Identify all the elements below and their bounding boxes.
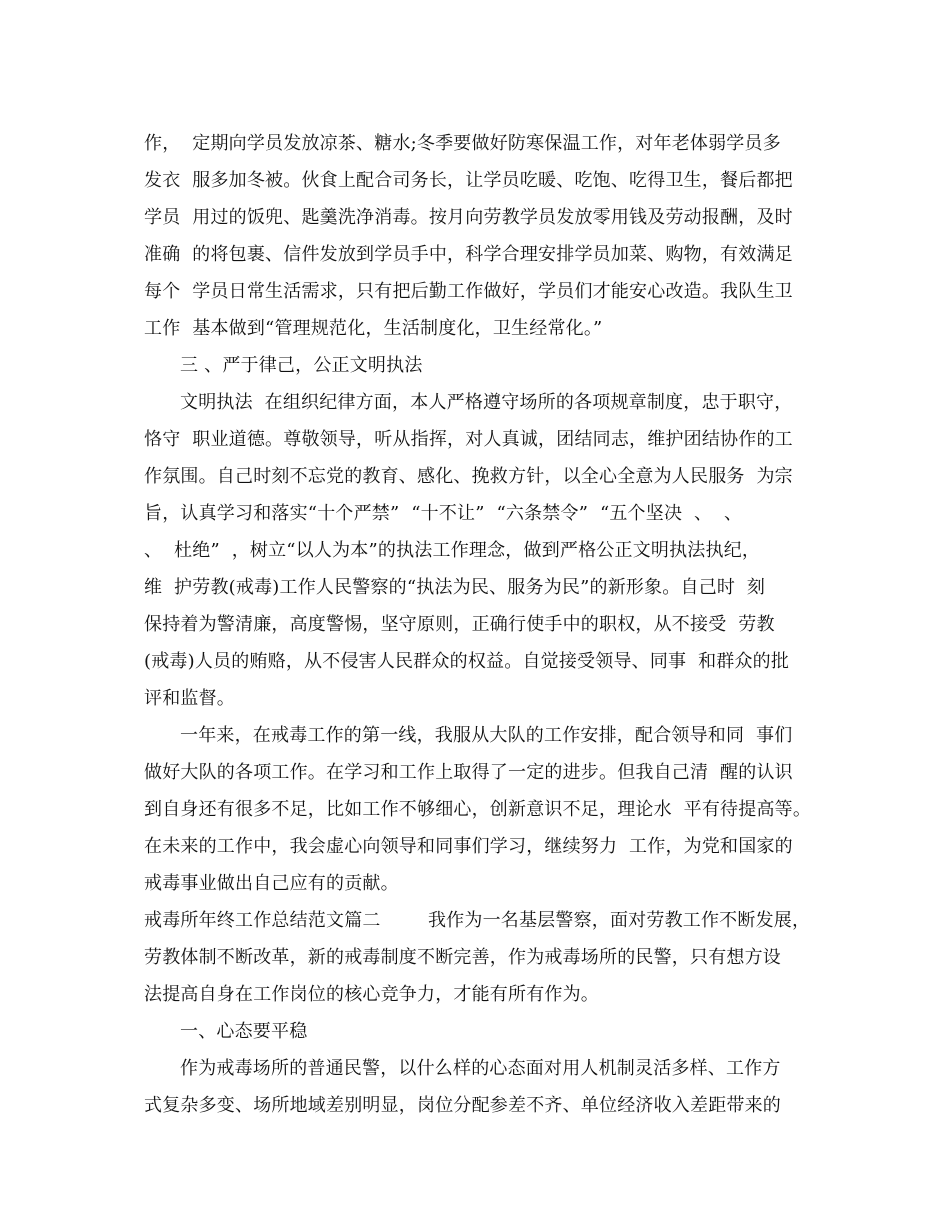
text-line: 作为戒毒场所的普通民警，以什么样的心态面对用人机制灵活多样、工作方 [180,1058,781,1079]
section-heading: 三 、严于律己，公正文明执法 [180,355,423,376]
text-line: 旨，认真学习和落实“十个严禁” “十不让” “六条禁令” “五个坚决 、 、 [144,503,743,524]
text-line: 评和监督。 [144,688,235,709]
text-line: 法提高自身在工作岗位的核心竞争力，才能有所有作为。 [144,984,599,1005]
text-line: 作， 定期向学员发放凉茶、糖水;冬季要做好防寒保温工作，对年老体弱学员多 [144,133,781,154]
text-line: 劳教体制不断改革，新的戒毒制度不断完善，作为戒毒场所的民警，只有想方设 [144,947,781,968]
text-line: 到自身还有很多不足，比如工作不够细心，创新意识不足，理论水 平有待提高等。 [144,799,812,820]
text-line: 学员 用过的饭兜、匙羹洗净消毒。按月向劳教学员发放零用钱及劳动报酬，及时 [144,207,793,228]
text-line: 做好大队的各项工作。在学习和工作上取得了一定的进步。但我自己清 醒的认识 [144,762,793,783]
text-line: 式复杂多变、场所地域差别明显，岗位分配参差不齐、单位经济收入差距带来的 [144,1095,781,1116]
text-line: 准确 的将包裹、信件发放到学员手中，科学合理安排学员加菜、购物，有效满足 [144,244,793,265]
text-line: 在未来的工作中，我会虚心向领导和同事们学习，继续努力 工作，为党和国家的 [144,836,793,857]
text-line: 每个 学员日常生活需求，只有把后勤工作做好，学员们才能安心改造。我队生卫 [144,281,793,302]
text-line: 、 杜绝” ，树立“以人为本”的执法工作理念，做到严格公正文明执法执纪， [144,540,761,561]
text-line: 文明执法 在组织纪律方面，本人严格遵守场所的各项规章制度，忠于职守， [180,392,793,413]
text-line: 一年来，在戒毒工作的第一线，我服从大队的工作安排，配合领导和同 事们 [180,725,793,746]
text-line: 保持着为警清廉，高度警惕，坚守原则，正确行使手中的职权，从不接受 劳教 [144,614,775,635]
text-line: 作氛围。自己时刻不忘党的教育、感化、挽救方针，以全心全意为人民服务 为宗 [144,466,793,487]
section-heading: 一、心态要平稳 [180,1021,308,1042]
text-line: 恪守 职业道德。尊敬领导，听从指挥，对人真诚，团结同志，维护团结协作的工 [144,429,793,450]
text-line: 工作 基本做到“管理规范化，生活制度化，卫生经常化。” [144,318,603,339]
text-line: 维 护劳教(戒毒)工作人民警察的“执法为民、服务为民”的新形象。自己时 刻 [144,577,766,598]
text-line: (戒毒)人员的贿赂，从不侵害人民群众的权益。自觉接受领导、同事 和群众的批 [144,651,790,672]
article-title-line: 戒毒所年终工作总结范文篇二 我作为一名基层警察，面对劳教工作不断发展， [144,910,811,931]
text-line: 戒毒事业做出自己应有的贡献。 [144,873,399,894]
text-line: 发衣 服多加冬被。伙食上配合司务长，让学员吃暖、吃饱、吃得卫生，餐后都把 [144,170,793,191]
